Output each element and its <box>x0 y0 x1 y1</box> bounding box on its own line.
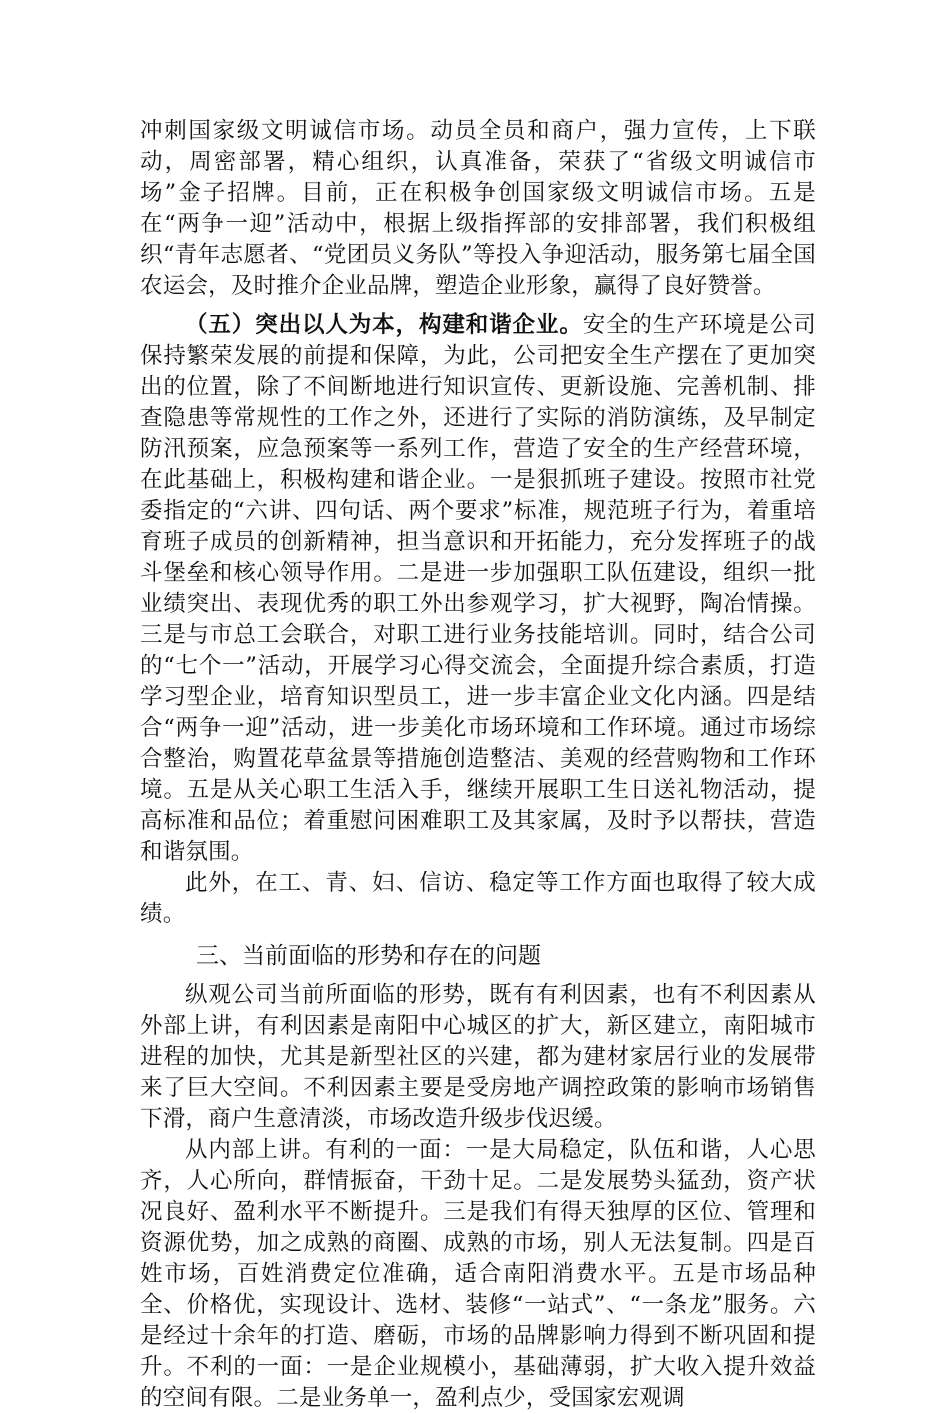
paragraph-civil-market: 冲刺国家级文明诚信市场。动员全员和商户，强力宣传，上下联动，周密部署，精心组织，认真准备，荣获了“省级文明诚信市场”金子招牌。目前，正在积极争创国家级文明诚信市场。五是在“两争一迎”活动中，根据上级指挥部的安排部署，我们积极组织“青年志愿者、“党团员义务队”等投入争迎活动，服务第七届全国农运会，及时推介企业品牌，塑造企业形象，赢得了良好赞誉。 <box>140 118 816 299</box>
paragraph-other-achievements: 此外，在工、青、妇、信访、稳定等工作方面也取得了较大成绩。 <box>140 870 816 927</box>
paragraph-harmonious-enterprise <box>140 310 816 868</box>
section-heading-three: 三、当前面临的形势和存在的问题 <box>196 943 541 969</box>
paragraph-external-situation: 纵观公司当前所面临的形势，既有有利因素，也有不利因素从外部上讲，有利因素是南阳中心城区的扩大，新区建立，南阳城市进程的加快，尤其是新型社区的兴建，都为建材家居行业的发展带来了巨大空间。不利因素主要是受房地产调控政策的影响市场销售下滑，商户生意清淡，市场改造升级步伐迟缓。 <box>140 982 816 1132</box>
section-lead-five: （五）突出以人为本，构建和谐企业。 <box>185 312 583 338</box>
paragraph-harmonious-body: 安全的生产环境是公司保持繁荣发展的前提和保障，为此，公司把安全生产摆在了更加突出的位置，除了不间断地进行知识宣传、更新设施、完善机制、排查隐患等常规性的工作之外，还进行了实际的消防演练，及早制定防汛预案，应急预案等一系列工作，营造了安全的生产经营环境，在此基础上，积极构建和谐企业。一是狠抓班子建设。按照市社党委指定的“六讲、四句话、两个要求”标准，规范班子行为，着重培育班子成员的创新精神，担当意识和开拓能力，充分发挥班子的战斗堡垒和核心领导作用。二是进一步加强职工队伍建设，组织一批业绩突出、表现优秀的职工外出参观学习，扩大视野，陶冶情操。三是与市总工会联合，对职工进行业务技能培训。同时，结合公司的“七个一”活动，开展学习心得交流会，全面提升综合素质，打造学习型企业，培育知识型员工，进一步丰富企业文化内涵。四是结合“两争一迎”活动，进一步美化市场环境和工作环境。通过市场综合整治，购置花草盆景等措施创造整洁、美观的经营购物和工作环境。五是从关心职工生活入手，继续开展职工生日送礼物活动，提高标准和品位；着重慰问困难职工及其家属，及时予以帮扶，营造和谐氛围。 <box>140 312 816 865</box>
document-page <box>140 116 816 1414</box>
paragraph-internal-situation: 从内部上讲。有利的一面：一是大局稳定，队伍和谐，人心思齐，人心所向，群情振奋，干劲十足。二是发展势头猛劲，资产状况良好、盈利水平不断提升。三是我们有得天独厚的区位、管理和资源优势，加之成熟的商圈、成熟的市场，别人无法复制。四是百姓市场，百姓消费定位准确，适合南阳消费水平。五是市场品种全、价格优，实现设计、选材、装修“一站式”、“一条龙”服务。六是经过十余年的打造、磨砺，市场的品牌影响力得到不断巩固和提升。不利的一面：一是企业规模小，基础薄弱，扩大收入提升效益的空间有限。二是业务单一，盈利点少，受国家宏观调 <box>140 1137 816 1411</box>
